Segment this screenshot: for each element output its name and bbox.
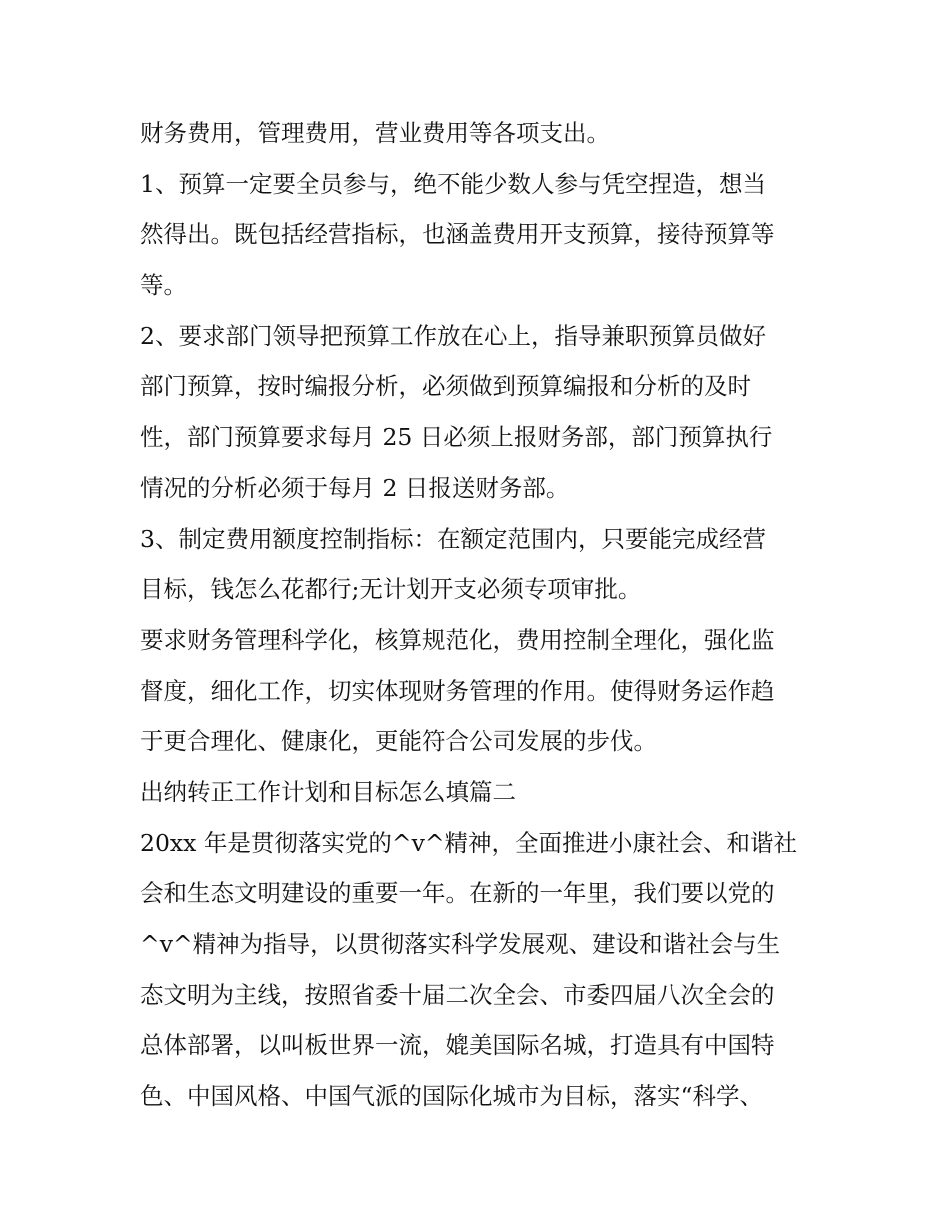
text-line: 然得出。既包括经营指标，也涵盖费用开支预算，接待预算等 (140, 220, 775, 249)
text-line: 督度，细化工作，切实体现财务管理的作用。使得财务运作趋 (140, 676, 775, 705)
text-line: 财务费用，管理费用，营业费用等各项支出。 (140, 119, 610, 147)
text-line: 态文明为主线，按照省委十届二次全会、市委四届八次全会的 (140, 980, 775, 1009)
text-line: 要求财务管理科学化，核算规范化，费用控制全理化，强化监 (140, 625, 775, 654)
text-line: 1、预算一定要全员参与，绝不能少数人参与凭空捏造，想当 (140, 169, 766, 198)
text-line: 3、制定费用额度控制指标：在额定范围内，只要能完成经营 (140, 524, 766, 553)
text-line: 目标，钱怎么花都行;无计划开支必须专项审批。 (140, 575, 642, 604)
text-line: 等。 (140, 271, 187, 300)
section-heading: 出纳转正工作计划和目标怎么填篇二 (140, 777, 516, 806)
text-line: 部门预算，按时编报分析，必须做到预算编报和分析的及时 (140, 372, 751, 401)
text-line: 2、要求部门领导把预算工作放在心上，指导兼职预算员做好 (140, 321, 766, 350)
text-line: 于更合理化、健康化，更能符合公司发展的步伐。 (140, 727, 657, 756)
text-line: 20xx 年是贯彻落实党的^v^精神，全面推进小康社会、和谐社 (140, 828, 798, 857)
document-body (140, 108, 820, 1122)
text-line: 色、中国风格、中国气派的国际化城市为目标，落实“科学、 (140, 1082, 764, 1111)
text-line: 情况的分析必须于每月 2 日报送财务部。 (140, 473, 570, 502)
text-line: 会和生态文明建设的重要一年。在新的一年里，我们要以党的 (140, 879, 775, 908)
text-line: ^v^精神为指导，以贯彻落实科学发展观、建设和谐社会与生 (140, 930, 781, 958)
text-line: 总体部署，以叫板世界一流，媲美国际名城，打造具有中国特 (140, 1031, 775, 1060)
text-line: 性，部门预算要求每月 25 日必须上报财务部，部门预算执行 (140, 423, 773, 452)
